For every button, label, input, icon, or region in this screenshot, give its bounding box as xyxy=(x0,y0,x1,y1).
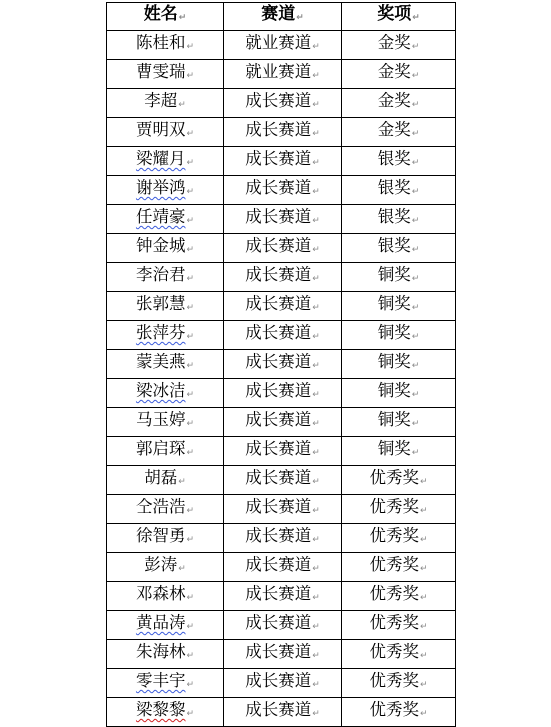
cell-name-text: 蒙美燕 xyxy=(135,352,186,371)
cell-name xyxy=(107,321,224,350)
cell-name-text: 贾明双 xyxy=(135,120,186,139)
paragraph-mark-icon: ↵ xyxy=(419,680,428,690)
cell-track xyxy=(224,408,342,437)
cell-name xyxy=(107,60,224,89)
cell-track xyxy=(224,89,342,118)
paragraph-mark-icon: ↵ xyxy=(312,709,320,719)
cell-name-text: 陈桂和 xyxy=(135,33,186,52)
paragraph-mark-icon: ↵ xyxy=(419,593,428,603)
cell-award xyxy=(342,321,456,350)
paragraph-mark-icon: ↵ xyxy=(312,361,320,371)
cell-award-text: 金奖 xyxy=(377,120,411,139)
paragraph-mark-icon: ↵ xyxy=(186,274,195,284)
paragraph-mark-icon: ↵ xyxy=(312,651,320,661)
table-row xyxy=(107,582,456,611)
cell-track-text: 成长赛道 xyxy=(245,381,312,400)
cell-name xyxy=(107,350,224,379)
cell-award xyxy=(342,408,456,437)
cell-track-text: 就业赛道 xyxy=(245,62,312,81)
cell-name-text: 曹雯瑞 xyxy=(135,62,186,81)
cell-name-text: 朱海林 xyxy=(135,642,186,661)
cell-track xyxy=(224,31,342,60)
cell-award-text: 金奖 xyxy=(377,33,411,52)
cell-name xyxy=(107,31,224,60)
paragraph-mark-icon: ↵ xyxy=(186,709,195,719)
cell-award xyxy=(342,234,456,263)
cell-track xyxy=(224,205,342,234)
cell-name-text: 谢举鸿 xyxy=(135,178,186,197)
table-row xyxy=(107,89,456,118)
cell-name xyxy=(107,176,224,205)
cell-award-text: 优秀奖 xyxy=(369,584,419,603)
cell-award xyxy=(342,89,456,118)
cell-name-text: 梁黎黎 xyxy=(135,700,186,719)
cell-track xyxy=(224,495,342,524)
cell-award xyxy=(342,379,456,408)
cell-award xyxy=(342,437,456,466)
cell-award-text: 优秀奖 xyxy=(369,671,419,690)
cell-track xyxy=(224,147,342,176)
cell-track xyxy=(224,350,342,379)
cell-name xyxy=(107,698,224,727)
table-row xyxy=(107,118,456,147)
table-row xyxy=(107,205,456,234)
cell-name xyxy=(107,640,224,669)
paragraph-mark-icon: ↵ xyxy=(411,390,420,400)
awards-table xyxy=(106,2,456,727)
cell-track xyxy=(224,263,342,292)
paragraph-mark-icon: ↵ xyxy=(419,564,428,574)
paragraph-mark-icon: ↵ xyxy=(186,71,195,81)
cell-track xyxy=(224,321,342,350)
table-header-row xyxy=(107,3,456,31)
paragraph-mark-icon: ↵ xyxy=(411,274,420,284)
paragraph-mark-icon: ↵ xyxy=(186,448,195,458)
cell-track-text: 成长赛道 xyxy=(245,700,312,719)
paragraph-mark-icon: ↵ xyxy=(411,71,420,81)
cell-name-text: 胡磊 xyxy=(144,468,178,487)
cell-award xyxy=(342,669,456,698)
cell-name xyxy=(107,118,224,147)
paragraph-mark-icon: ↵ xyxy=(411,419,420,429)
cell-name-text: 李超 xyxy=(144,91,178,110)
paragraph-mark-icon: ↵ xyxy=(312,274,320,284)
paragraph-mark-icon: ↵ xyxy=(411,216,420,226)
cell-award-text: 优秀奖 xyxy=(369,642,419,661)
cell-name-text: 仝浩浩 xyxy=(135,497,186,516)
cell-track-text: 成长赛道 xyxy=(245,120,312,139)
cell-award xyxy=(342,263,456,292)
paragraph-mark-icon: ↵ xyxy=(186,680,195,690)
cell-award-text: 铜奖 xyxy=(377,381,411,400)
table-row xyxy=(107,292,456,321)
cell-name xyxy=(107,234,224,263)
paragraph-mark-icon: ↵ xyxy=(312,71,320,81)
paragraph-mark-icon: ↵ xyxy=(296,13,304,23)
header-name xyxy=(107,3,224,31)
cell-track-text: 成长赛道 xyxy=(245,178,312,197)
table-row xyxy=(107,31,456,60)
cell-name xyxy=(107,437,224,466)
cell-award-text: 优秀奖 xyxy=(369,555,419,574)
paragraph-mark-icon: ↵ xyxy=(312,419,320,429)
table-row xyxy=(107,698,456,727)
paragraph-mark-icon: ↵ xyxy=(312,564,320,574)
paragraph-mark-icon: ↵ xyxy=(312,216,320,226)
cell-name-text: 梁冰洁 xyxy=(135,381,186,400)
paragraph-mark-icon: ↵ xyxy=(312,477,320,487)
header-award xyxy=(342,3,456,31)
cell-award xyxy=(342,553,456,582)
cell-award-text: 金奖 xyxy=(377,91,411,110)
table-body xyxy=(107,31,456,727)
cell-track-text: 成长赛道 xyxy=(245,584,312,603)
paragraph-mark-icon: ↵ xyxy=(186,390,195,400)
paragraph-mark-icon: ↵ xyxy=(186,593,195,603)
table-row xyxy=(107,640,456,669)
paragraph-mark-icon: ↵ xyxy=(186,361,195,371)
paragraph-mark-icon: ↵ xyxy=(419,535,428,545)
paragraph-mark-icon: ↵ xyxy=(419,477,428,487)
paragraph-mark-icon: ↵ xyxy=(411,245,420,255)
cell-award-text: 铜奖 xyxy=(377,323,411,342)
cell-name xyxy=(107,495,224,524)
cell-track-text: 就业赛道 xyxy=(245,33,312,52)
cell-track xyxy=(224,640,342,669)
paragraph-mark-icon: ↵ xyxy=(312,187,320,197)
table-row xyxy=(107,669,456,698)
table-row xyxy=(107,466,456,495)
paragraph-mark-icon: ↵ xyxy=(411,361,420,371)
cell-award-text: 优秀奖 xyxy=(369,613,419,632)
paragraph-mark-icon: ↵ xyxy=(412,13,420,23)
cell-track-text: 成长赛道 xyxy=(245,497,312,516)
cell-track-text: 成长赛道 xyxy=(245,352,312,371)
paragraph-mark-icon: ↵ xyxy=(178,477,186,487)
cell-track xyxy=(224,582,342,611)
paragraph-mark-icon: ↵ xyxy=(419,506,428,516)
cell-name-text: 李治君 xyxy=(135,265,186,284)
cell-track-text: 成长赛道 xyxy=(245,410,312,429)
paragraph-mark-icon: ↵ xyxy=(411,129,420,139)
paragraph-mark-icon: ↵ xyxy=(312,303,320,313)
cell-award xyxy=(342,495,456,524)
cell-name xyxy=(107,147,224,176)
paragraph-mark-icon: ↵ xyxy=(186,622,195,632)
cell-name-text: 郭启琛 xyxy=(135,439,186,458)
cell-name-text: 零丰宇 xyxy=(135,671,186,690)
cell-name xyxy=(107,379,224,408)
cell-name xyxy=(107,669,224,698)
cell-award-text: 优秀奖 xyxy=(369,497,419,516)
cell-award-text: 铜奖 xyxy=(377,294,411,313)
cell-award-text: 优秀奖 xyxy=(369,526,419,545)
cell-track-text: 成长赛道 xyxy=(245,468,312,487)
cell-name xyxy=(107,205,224,234)
cell-award-text: 铜奖 xyxy=(377,439,411,458)
table-row xyxy=(107,495,456,524)
paragraph-mark-icon: ↵ xyxy=(186,42,195,52)
cell-name xyxy=(107,408,224,437)
cell-award xyxy=(342,176,456,205)
cell-track-text: 成长赛道 xyxy=(245,526,312,545)
cell-name-text: 张萍芬 xyxy=(135,323,186,342)
cell-name-text: 马玉婷 xyxy=(135,410,186,429)
paragraph-mark-icon: ↵ xyxy=(312,100,320,110)
paragraph-mark-icon: ↵ xyxy=(178,100,186,110)
cell-award xyxy=(342,147,456,176)
cell-award xyxy=(342,698,456,727)
paragraph-mark-icon: ↵ xyxy=(186,535,195,545)
cell-name-text: 钟金城 xyxy=(135,236,186,255)
paragraph-mark-icon: ↵ xyxy=(419,622,428,632)
cell-track xyxy=(224,466,342,495)
cell-track xyxy=(224,437,342,466)
cell-award xyxy=(342,611,456,640)
cell-track-text: 成长赛道 xyxy=(245,207,312,226)
table-row xyxy=(107,553,456,582)
cell-track xyxy=(224,292,342,321)
cell-track-text: 成长赛道 xyxy=(245,236,312,255)
paragraph-mark-icon: ↵ xyxy=(312,680,320,690)
header-track-text: 赛道 xyxy=(261,4,296,24)
cell-award-text: 金奖 xyxy=(377,62,411,81)
table-row xyxy=(107,611,456,640)
table-row xyxy=(107,321,456,350)
cell-award-text: 银奖 xyxy=(377,149,411,168)
cell-track xyxy=(224,611,342,640)
header-award-text: 奖项 xyxy=(377,4,412,24)
cell-track-text: 成长赛道 xyxy=(245,555,312,574)
cell-track xyxy=(224,118,342,147)
cell-award xyxy=(342,350,456,379)
cell-name xyxy=(107,611,224,640)
paragraph-mark-icon: ↵ xyxy=(186,303,195,313)
paragraph-mark-icon: ↵ xyxy=(312,42,320,52)
header-track xyxy=(224,3,342,31)
cell-name-text: 徐智勇 xyxy=(135,526,186,545)
cell-track-text: 成长赛道 xyxy=(245,642,312,661)
paragraph-mark-icon: ↵ xyxy=(312,622,320,632)
table-row xyxy=(107,379,456,408)
paragraph-mark-icon: ↵ xyxy=(312,448,320,458)
paragraph-mark-icon: ↵ xyxy=(411,187,420,197)
paragraph-mark-icon: ↵ xyxy=(186,216,195,226)
cell-award xyxy=(342,118,456,147)
table-row xyxy=(107,408,456,437)
paragraph-mark-icon: ↵ xyxy=(312,332,320,342)
paragraph-mark-icon: ↵ xyxy=(411,158,420,168)
header-name-text: 姓名 xyxy=(143,4,178,24)
cell-name-text: 邓森林 xyxy=(135,584,186,603)
paragraph-mark-icon: ↵ xyxy=(312,158,320,168)
paragraph-mark-icon: ↵ xyxy=(411,42,420,52)
table-row xyxy=(107,350,456,379)
paragraph-mark-icon: ↵ xyxy=(186,245,195,255)
table-row xyxy=(107,234,456,263)
cell-track-text: 成长赛道 xyxy=(245,671,312,690)
cell-name-text: 任靖豪 xyxy=(135,207,186,226)
cell-award-text: 银奖 xyxy=(377,178,411,197)
table-row xyxy=(107,60,456,89)
paragraph-mark-icon: ↵ xyxy=(186,129,195,139)
cell-award-text: 铜奖 xyxy=(377,410,411,429)
paragraph-mark-icon: ↵ xyxy=(312,593,320,603)
cell-name-text: 彭涛 xyxy=(144,555,178,574)
cell-track xyxy=(224,176,342,205)
cell-name xyxy=(107,263,224,292)
cell-track xyxy=(224,379,342,408)
paragraph-mark-icon: ↵ xyxy=(411,332,420,342)
cell-track xyxy=(224,669,342,698)
paragraph-mark-icon: ↵ xyxy=(186,332,195,342)
paragraph-mark-icon: ↵ xyxy=(186,187,195,197)
paragraph-mark-icon: ↵ xyxy=(411,100,420,110)
cell-award-text: 优秀奖 xyxy=(369,468,419,487)
cell-name xyxy=(107,553,224,582)
table-row xyxy=(107,437,456,466)
paragraph-mark-icon: ↵ xyxy=(186,158,195,168)
paragraph-mark-icon: ↵ xyxy=(186,506,195,516)
cell-award xyxy=(342,582,456,611)
cell-award xyxy=(342,60,456,89)
cell-track-text: 成长赛道 xyxy=(245,294,312,313)
cell-award-text: 优秀奖 xyxy=(369,700,419,719)
cell-track xyxy=(224,234,342,263)
cell-track xyxy=(224,524,342,553)
table-row xyxy=(107,263,456,292)
paragraph-mark-icon: ↵ xyxy=(178,13,187,23)
cell-track-text: 成长赛道 xyxy=(245,439,312,458)
cell-award-text: 银奖 xyxy=(377,236,411,255)
cell-track-text: 成长赛道 xyxy=(245,613,312,632)
cell-track xyxy=(224,553,342,582)
paragraph-mark-icon: ↵ xyxy=(312,506,320,516)
cell-name xyxy=(107,466,224,495)
cell-award xyxy=(342,466,456,495)
table-row xyxy=(107,524,456,553)
cell-award xyxy=(342,31,456,60)
cell-name xyxy=(107,89,224,118)
cell-name-text: 张郭慧 xyxy=(135,294,186,313)
cell-track xyxy=(224,698,342,727)
cell-name xyxy=(107,292,224,321)
cell-track-text: 成长赛道 xyxy=(245,265,312,284)
cell-award xyxy=(342,640,456,669)
paragraph-mark-icon: ↵ xyxy=(178,564,186,574)
paragraph-mark-icon: ↵ xyxy=(419,709,428,719)
paragraph-mark-icon: ↵ xyxy=(312,535,320,545)
cell-award-text: 银奖 xyxy=(377,207,411,226)
cell-track-text: 成长赛道 xyxy=(245,149,312,168)
cell-name-text: 黄品涛 xyxy=(135,613,186,632)
cell-track xyxy=(224,60,342,89)
paragraph-mark-icon: ↵ xyxy=(186,651,195,661)
table-row xyxy=(107,147,456,176)
cell-name xyxy=(107,524,224,553)
cell-name-text: 梁耀月 xyxy=(135,149,186,168)
cell-track-text: 成长赛道 xyxy=(245,91,312,110)
cell-award-text: 铜奖 xyxy=(377,352,411,371)
paragraph-mark-icon: ↵ xyxy=(312,390,320,400)
cell-award xyxy=(342,524,456,553)
cell-award-text: 铜奖 xyxy=(377,265,411,284)
paragraph-mark-icon: ↵ xyxy=(411,303,420,313)
paragraph-mark-icon: ↵ xyxy=(186,419,195,429)
table-row xyxy=(107,176,456,205)
cell-award xyxy=(342,292,456,321)
cell-track-text: 成长赛道 xyxy=(245,323,312,342)
cell-name xyxy=(107,582,224,611)
paragraph-mark-icon: ↵ xyxy=(312,245,320,255)
paragraph-mark-icon: ↵ xyxy=(411,448,420,458)
paragraph-mark-icon: ↵ xyxy=(419,651,428,661)
paragraph-mark-icon: ↵ xyxy=(312,129,320,139)
cell-award xyxy=(342,205,456,234)
